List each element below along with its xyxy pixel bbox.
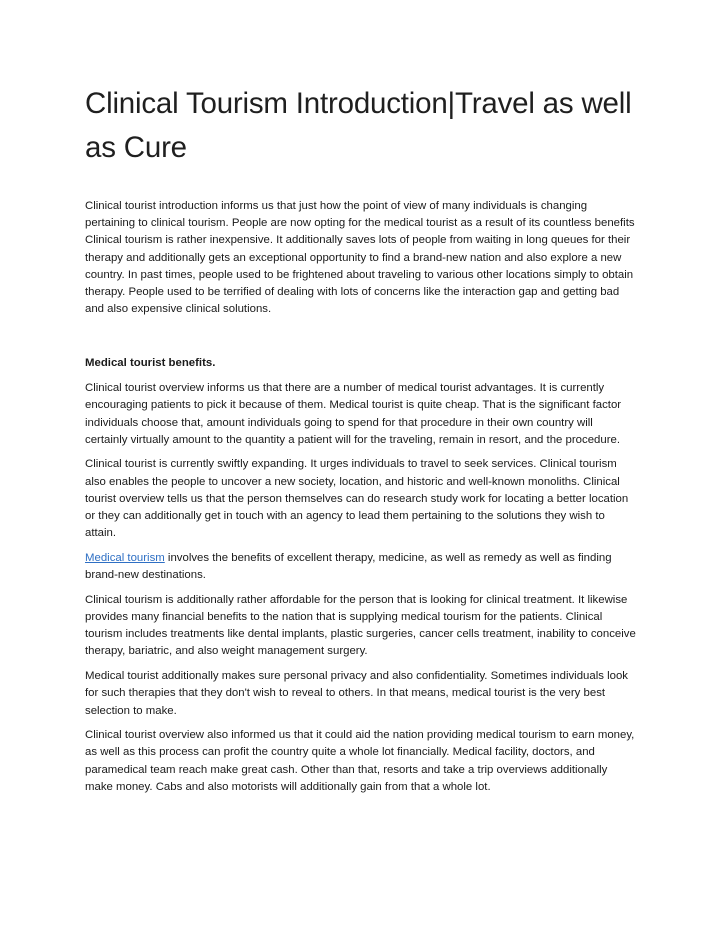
page-title: Clinical Tourism Introduction|Travel as well as Cure (85, 87, 632, 164)
document-page (85, 82, 637, 804)
body-paragraph: Medical tourist additionally makes sure personal privacy and also confidentiality. Sometimes individuals look for such therapies that they don't wish to reveal to others. In that means, medical tourist is the very best selection to make. (85, 670, 629, 717)
body-paragraph: Clinical tourist overview informs us that there are a number of medical tourist advantages. It is currently encouraging patients to pick it because of them. Medical tourist is quite cheap. That is the significant factor individuals choose that, amount individuals going to spend for that procedure in their own country will certainly virtually amount to the quantity a patient will for the traveling, remain in resort, and the procedure. (85, 382, 622, 446)
section-heading: Medical tourist benefits. (85, 357, 216, 370)
intro-paragraph: Clinical tourist introduction informs us that just how the point of view of many individuals is changing pertaining to clinical tourism. People are now opting for the medical tourist as a result of its countless benefits Clinical tourism is rather inexpensive. It additionally saves lots of people from waiting in long queues for their therapy and additionally gets an exceptional opportunity to find a brand-new nation and also explore a new country. In past times, people used to be frightened about traveling to various other locations simply to obtain therapy. People used to be terrified of dealing with lots of concerns like the interaction gap and getting bad and also expensive clinical solutions. (85, 200, 635, 316)
link-paragraph-text: involves the benefits of excellent therapy, medicine, as well as remedy as well as finding brand-new destinations. (85, 551, 612, 582)
body-paragraph: Clinical tourism is additionally rather affordable for the person that is looking for clinical treatment. It likewise provides many financial benefits to the nation that is supplying medical tourism for the patients. Clinical tourism includes treatments like dental implants, plastic surgeries, cancer cells treatment, inability to conceive therapy, bariatric, and also weight management surgery. (85, 593, 636, 658)
body-paragraph: Clinical tourist is currently swiftly expanding. It urges individuals to travel to seek services. Clinical tourism also enables the people to uncover a new society, location, and historic and well-known monoliths. Clinical tourist overview tells us that the person themselves can do research study work for locating a better location or they can additionally get in touch with an agency to lead them pertaining to the solutions they wish to attain. (85, 458, 629, 540)
medical-tourism-link[interactable]: Medical tourism (85, 551, 165, 564)
body-paragraph: Clinical tourist overview also informed us that it could aid the nation providing medical tourism to earn money, as well as this process can profit the country quite a whole lot financially. Medical facility, doctors, and paramedical team reach make great cash. Other than that, resorts and take a trip overviews additionally make money. Cabs and also motorists will additionally gain from that a whole lot. (85, 729, 635, 793)
link-paragraph (85, 550, 637, 584)
